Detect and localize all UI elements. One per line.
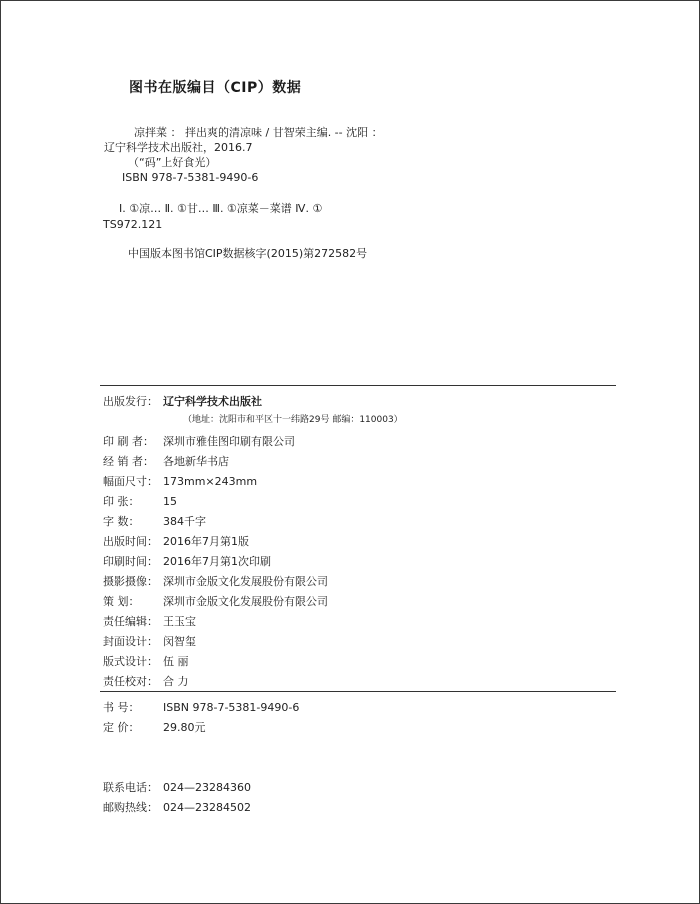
row-label: 印 刷 者： (103, 435, 154, 448)
row-value: 15 (163, 495, 177, 508)
divider-top (100, 385, 616, 386)
row-label: 摄影摄像： (103, 575, 158, 588)
row-label: 责任校对： (103, 675, 158, 688)
publisher-value: 辽宁科学技术出版社 (163, 395, 262, 408)
publisher-label: 出版发行： (103, 395, 158, 408)
row-label: 策 划： (103, 595, 140, 608)
row-value: 2016年7月第1次印刷 (163, 555, 271, 568)
row-value: 王玉宝 (163, 615, 196, 628)
publisher-address: （地址：沈阳市和平区十一纬路29号 邮编：110003） (183, 415, 403, 425)
row-value: 各地新华书店 (163, 455, 229, 468)
price-label: 定 价： (103, 721, 140, 734)
order-label: 邮购热线： (103, 801, 158, 814)
row-value: 闵智玺 (163, 635, 196, 648)
row-value: 深圳市金版文化发展股份有限公司 (163, 595, 328, 608)
cip-line-3: （“码”上好食光） (128, 156, 217, 169)
row-label: 出版时间： (103, 535, 158, 548)
row-label: 字 数： (103, 515, 140, 528)
book-isbn-value: ISBN 978-7-5381-9490-6 (163, 701, 300, 714)
row-value: 173mm×243mm (163, 475, 258, 488)
cip-line-2: 辽宁科学技术出版社，2016.7 (104, 141, 253, 154)
row-label: 印 张： (103, 495, 140, 508)
row-label: 封面设计： (103, 635, 158, 648)
row-value: 深圳市雅佳图印刷有限公司 (163, 435, 295, 448)
cip-isbn: ISBN 978-7-5381-9490-6 (122, 171, 259, 184)
row-value: 384千字 (163, 515, 206, 528)
phone-value: 024—23284360 (163, 781, 251, 794)
cip-subjects: Ⅰ. ①凉… Ⅱ. ①甘… Ⅲ. ①凉菜－菜谱 Ⅳ. ① (119, 202, 323, 215)
row-label: 版式设计： (103, 655, 158, 668)
cip-line-1: 凉拌菜 ： 拌出爽的清凉味 / 甘智荣主编. -- 沈阳 ： (134, 126, 383, 139)
row-value: 2016年7月第1版 (163, 535, 249, 548)
price-value: 29.80元 (163, 721, 206, 734)
cip-classification: TS972.121 (103, 218, 163, 231)
phone-label: 联系电话： (103, 781, 158, 794)
row-label: 印刷时间： (103, 555, 158, 568)
row-label: 责任编辑： (103, 615, 158, 628)
row-value: 伍 丽 (163, 655, 189, 668)
book-isbn-label: 书 号： (103, 701, 140, 714)
order-value: 024—23284502 (163, 801, 251, 814)
row-value: 合 力 (163, 675, 189, 688)
cip-title: 图书在版编目（CIP）数据 (129, 80, 302, 96)
row-label: 幅面尺寸： (103, 475, 158, 488)
cip-number: 中国版本图书馆CIP数据核字(2015)第272582号 (128, 247, 368, 260)
divider-bottom (100, 691, 616, 692)
row-label: 经 销 者： (103, 455, 154, 468)
row-value: 深圳市金版文化发展股份有限公司 (163, 575, 328, 588)
